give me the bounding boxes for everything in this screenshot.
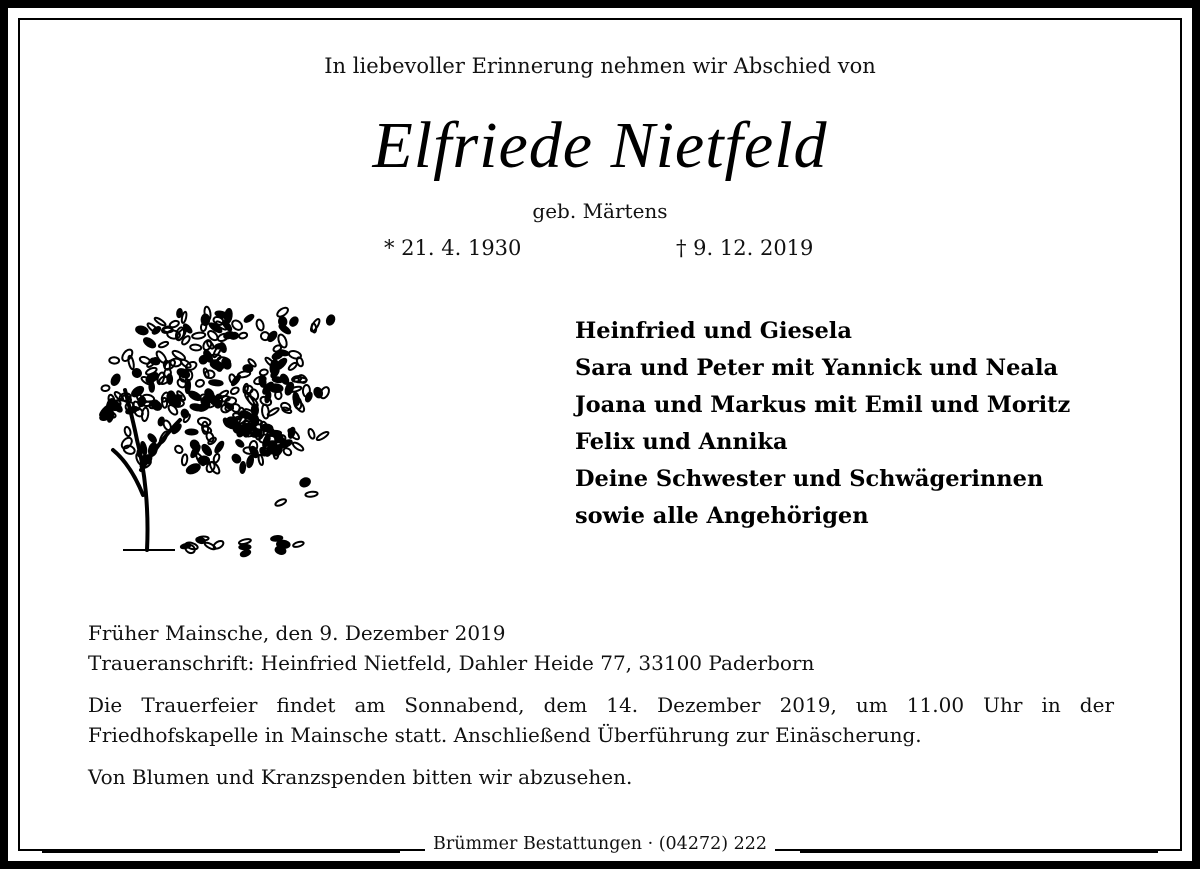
ceremony-text: Die Trauerfeier findet am Sonnabend, dem 14. Dezember 2019, um 11.00 Uhr in der Friedhofskapelle in Mainsche statt. Anschließend Überführung zur Einäscherung. (88, 693, 1114, 747)
mourner-line: Joana und Markus mit Emil und Moritz (575, 392, 1071, 418)
mourners-list (575, 313, 1070, 535)
place-date: Früher Mainsche, den 9. Dezember 2019 (88, 621, 506, 645)
funeral-home-label: Brümmer Bestattungen · (04272) 222 (425, 834, 775, 854)
birth-name: geb. Märtens (532, 199, 668, 223)
intro-text: In liebevoller Erinnerung nehmen wir Abschied von (324, 54, 876, 78)
mourner-line: Heinfried und Giesela (575, 318, 852, 344)
mourning-address: Traueranschrift: Heinfried Nietfeld, Dahler Heide 77, 33100 Paderborn (88, 651, 815, 675)
notice-details (88, 618, 1114, 792)
deceased-name: Elfriede Nietfeld (372, 109, 828, 182)
flowers-note: Von Blumen und Kranzspenden bitten wir abzusehen. (88, 765, 633, 789)
tree-icon (85, 270, 345, 570)
mourner-line: sowie alle Angehörigen (575, 503, 869, 529)
death-date: † 9. 12. 2019 (676, 236, 814, 260)
mourner-line: Deine Schwester und Schwägerinnen (575, 466, 1044, 492)
funeral-home (0, 834, 1200, 854)
birth-date: * 21. 4. 1930 (384, 236, 522, 260)
mourner-line: Sara und Peter mit Yannick und Neala (575, 355, 1059, 381)
mourner-line: Felix und Annika (575, 429, 788, 455)
